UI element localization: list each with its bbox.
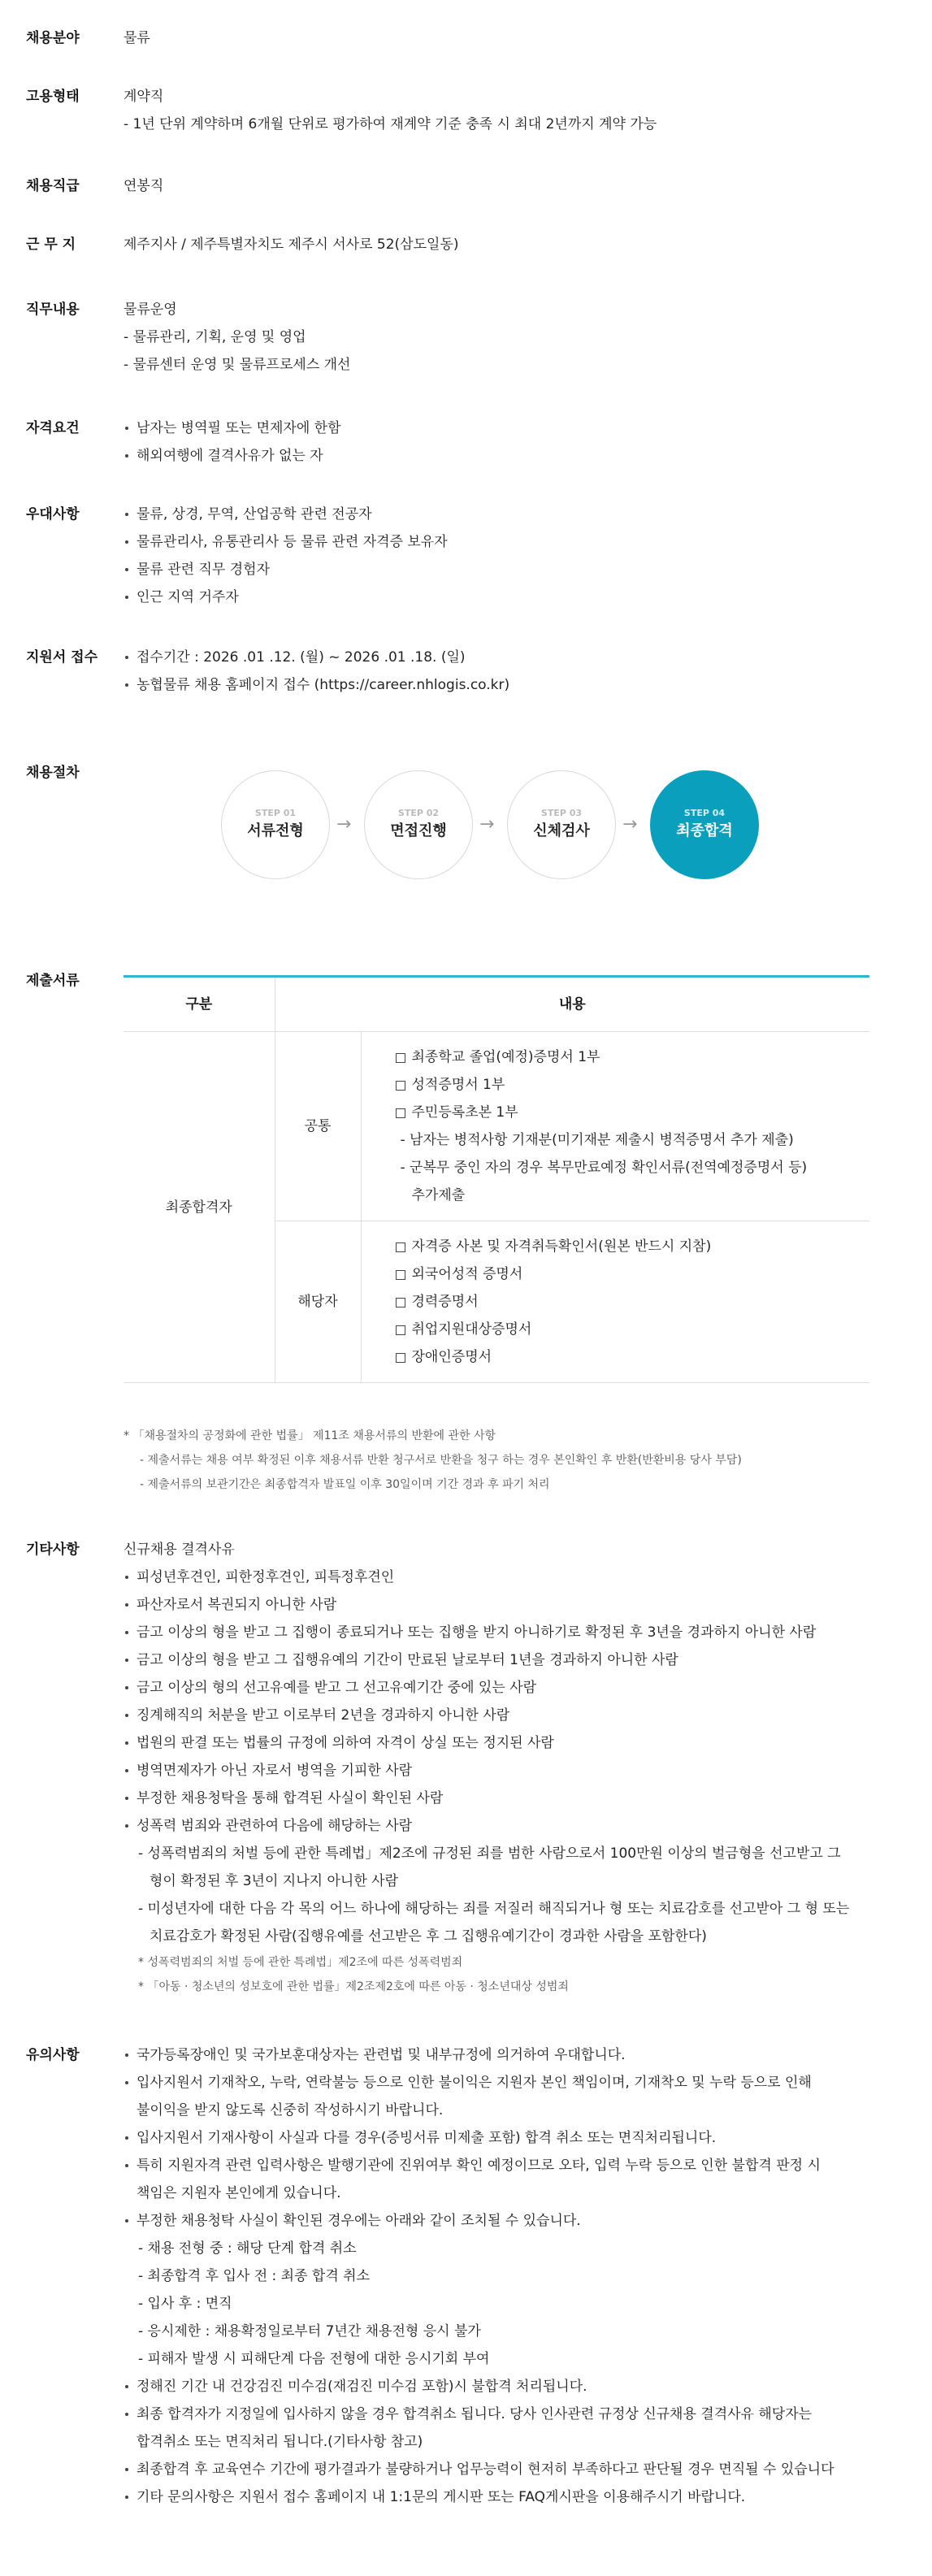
process-step-1 [221,770,330,879]
process-step-4-active [650,770,759,879]
duties-item: - 물류관리, 기획, 운영 및 영업 [124,329,306,345]
others-subitem-cont: 형이 확정된 후 3년이 지나지 아니한 사람 [150,1873,398,1889]
preferences-item: 인근 지역 거주자 [124,583,904,611]
field-label: 채용분야 [26,30,80,46]
caution-subitem: - 채용 전형 중 : 해당 단계 합격 취소 [138,2240,357,2257]
step-title: 면접진행 [390,822,447,839]
applicable-docs [361,1221,869,1383]
applicable-label: 해당자 [275,1221,361,1383]
others-item: 피성년후견인, 피한정후견인, 피특정후견인 [124,1563,904,1591]
step-number: STEP 02 [397,808,440,818]
doc-item: 외국어성적 증명서 [396,1260,870,1288]
process-steps [0,770,932,884]
employment-type-label: 고용형태 [26,89,80,105]
others-footnote: * 성폭력범죄의 처벌 등에 관한 특례법」제2조에 따른 성폭력범죄 [138,1956,463,1969]
documents-label: 제출서류 [26,973,80,989]
others-label: 기타사항 [26,1542,80,1558]
table-header-content: 내용 [275,977,869,1032]
requirements-label: 자격요건 [26,420,80,436]
location-label: 근 무 지 [26,236,76,253]
employment-type-detail: - 1년 단위 계약하며 6개월 단위로 평가하여 재계약 기준 충족 시 최대 2년까지 계약 가능 [124,116,657,132]
common-label: 공통 [275,1032,361,1221]
process-step-2 [364,770,473,879]
location-value: 제주지사 / 제주특별자치도 제주시 서사로 52(삼도일동) [124,236,459,253]
caution-item: 국가등록장애인 및 국가보훈대상자는 관련법 및 내부규정에 의거하여 우대합니다. [124,2041,904,2069]
documents-note-title: * 「채용절차의 공정화에 관한 법률」 제11조 채용서류의 반환에 관한 사항 [124,1429,496,1442]
arrow-right-icon: → [336,814,352,835]
doc-item: 취업지원대상증명서 [396,1316,870,1343]
doc-subitem: - 군복무 중인 자의 경우 복무만료예정 확인서류(전역예정증명서 등) [400,1160,808,1176]
caution-subitem: - 응시제한 : 채용확정일로부터 7년간 채용전형 응시 불가 [138,2323,481,2340]
application-homepage: 농협물류 채용 홈페이지 접수 (https://career.nhlogis.co.kr) [124,671,904,699]
caution-subitem: - 최종합격 후 입사 전 : 최종 합격 취소 [138,2268,370,2284]
caution-subitem: - 입사 후 : 면직 [138,2296,232,2312]
others-item: 금고 이상의 형의 선고유예를 받고 그 선고유예기간 중에 있는 사람 [124,1674,904,1702]
preferences-item: 물류, 상경, 무역, 산업공학 관련 전공자 [124,501,904,528]
table-header-row [124,977,869,1032]
others-title: 신규채용 결격사유 [124,1542,235,1558]
cautions-label: 유의사항 [26,2047,80,2063]
step-title: 최종합격 [676,822,733,839]
caution-item: 입사지원서 기재착오, 누락, 연락불능 등으로 인한 불이익은 지원자 본인 책임이며, 기재착오 및 누락 등으로 인해 [124,2069,904,2097]
preferences-label: 우대사항 [26,506,80,523]
process-label: 채용절차 [26,765,80,781]
doc-subitem: - 남자는 병적사항 기재분(미기재분 제출시 병적증명서 추가 제출) [400,1132,794,1148]
documents-table [124,975,869,1383]
caution-item-cont: 책임은 지원자 본인에게 있습니다. [137,2185,341,2201]
doc-item: 경력증명서 [396,1288,870,1316]
caution-item-cont: 합격취소 또는 면직처리 됩니다.(기타사항 참고) [137,2434,423,2450]
caution-item: 기타 문의사항은 지원서 접수 홈페이지 내 1:1문의 게시판 또는 FAQ게시판을 이용해주시기 바랍니다. [124,2483,904,2511]
arrow-right-icon: → [622,814,638,835]
caution-item: 최종합격 후 교육연수 기간에 평가결과가 불량하거나 업무능력이 현저히 부족하다고 판단될 경우 면직될 수 있습니다 [124,2456,904,2483]
field-value: 물류 [124,30,150,46]
step-title: 서류전형 [247,822,304,839]
duties-item: - 물류센터 운영 및 물류프로세스 개선 [124,357,351,373]
table-row [124,1032,869,1221]
process-step-3 [507,770,616,879]
others-subitem: - 미성년자에 대한 다음 각 목의 어느 하나에 해당하는 죄를 저질러 해직되거나 형 또는 치료감호를 선고받아 그 형 또는 [138,1901,850,1917]
others-item: 법원의 판결 또는 법률의 규정에 의하여 자격이 상실 또는 정지된 사람 [124,1729,904,1757]
employment-type-value: 계약직 [124,89,164,105]
doc-item: 자격증 사본 및 자격취득확인서(원본 반드시 지참) [396,1233,870,1260]
arrow-right-icon: → [479,814,495,835]
group-cell: 최종합격자 [124,1032,275,1383]
caution-item-cont: 불이익을 받지 않도록 신중히 작성하시기 바랍니다. [137,2102,444,2118]
grade-value: 연봉직 [124,178,164,194]
documents-note: - 제출서류의 보관기간은 최종합격자 발표일 이후 30일이며 기간 경과 후 파기 처리 [140,1478,550,1491]
others-subitem: - 성폭력범죄의 처벌 등에 관한 특례법」제2조에 규정된 죄를 범한 사람으로서 100만원 이상의 벌금형을 선고받고 그 [138,1845,841,1862]
step-title: 신체검사 [533,822,590,839]
caution-item: 정해진 기간 내 건강검진 미수검(재검진 미수검 포함)시 불합격 처리됩니다. [124,2373,904,2400]
preferences-item: 물류 관련 직무 경험자 [124,556,904,583]
caution-item: 부정한 채용청탁 사실이 확인된 경우에는 아래와 같이 조치될 수 있습니다. [124,2207,904,2235]
others-item: 병역면제자가 아닌 자로서 병역을 기피한 사람 [124,1757,904,1785]
documents-note: - 제출서류는 채용 여부 확정된 이후 채용서류 반환 청구서로 반환을 청구 하는 경우 본인확인 후 반환(반환비용 당사 부담) [140,1454,742,1467]
others-item: 부정한 채용청탁을 통해 합격된 사실이 확인된 사람 [124,1785,904,1812]
step-number: STEP 04 [683,808,726,818]
application-label: 지원서 접수 [26,649,98,666]
doc-item: 장애인증명서 [396,1343,870,1371]
caution-item: 입사지원서 기재사항이 사실과 다를 경우(증빙서류 미제출 포함) 합격 취소 또는 면직처리됩니다. [124,2124,904,2152]
caution-item: 최종 합격자가 지정일에 입사하지 않을 경우 합격취소 됩니다. 당사 인사관련 규정상 신규채용 결격사유 해당자는 [124,2400,904,2428]
others-item: 금고 이상의 형을 받고 그 집행이 종료되거나 또는 집행을 받지 아니하기로 확정된 후 3년을 경과하지 아니한 사람 [124,1619,904,1646]
application-period: 접수기간 : 2026 .01 .12. (월) ~ 2026 .01 .18. (일) [124,644,904,671]
others-item: 파산자로서 복권되지 아니한 사람 [124,1591,904,1619]
preferences-item: 물류관리사, 유통관리사 등 물류 관련 자격증 보유자 [124,528,904,556]
others-item: 징계해직의 처분을 받고 이로부터 2년을 경과하지 아니한 사람 [124,1702,904,1729]
doc-item: 주민등록초본 1부 [396,1099,870,1126]
duties-label: 직무내용 [26,301,80,318]
step-number: STEP 01 [254,808,297,818]
others-item: 성폭력 범죄와 관련하여 다음에 해당하는 사람 [124,1812,904,1840]
caution-subitem: - 피해자 발생 시 피해단계 다음 전형에 대한 응시기회 부여 [138,2351,490,2367]
step-number: STEP 03 [540,808,583,818]
duties-title: 물류운영 [124,301,177,318]
table-header-category: 구분 [124,977,275,1032]
others-item: 금고 이상의 형을 받고 그 집행유예의 기간이 만료된 날로부터 1년을 경과하지 아니한 사람 [124,1646,904,1674]
cautions-list [124,2041,904,2511]
doc-item: 최종학교 졸업(예정)증명서 1부 [396,1043,870,1071]
others-subitem-cont: 치료감호가 확정된 사람(집행유예를 선고받은 후 그 집행유예기간이 경과한 사람을 포함한다) [150,1928,707,1945]
grade-label: 채용직급 [26,178,80,194]
requirements-item: 해외여행에 결격사유가 없는 자 [124,442,904,470]
doc-item: 성적증명서 1부 [396,1071,870,1099]
caution-item: 특히 지원자격 관련 입력사항은 발행기관에 진위여부 확인 예정이므로 오타, 입력 누락 등으로 인한 불합격 판정 시 [124,2152,904,2179]
requirements-item: 남자는 병역필 또는 면제자에 한함 [124,414,904,442]
common-docs [361,1032,869,1221]
doc-subitem-cont: 추가제출 [411,1187,466,1203]
others-footnote: * 「아동 · 청소년의 성보호에 관한 법률」제2조제2호에 따른 아동 · 청소년대상 성범죄 [138,1980,569,1993]
